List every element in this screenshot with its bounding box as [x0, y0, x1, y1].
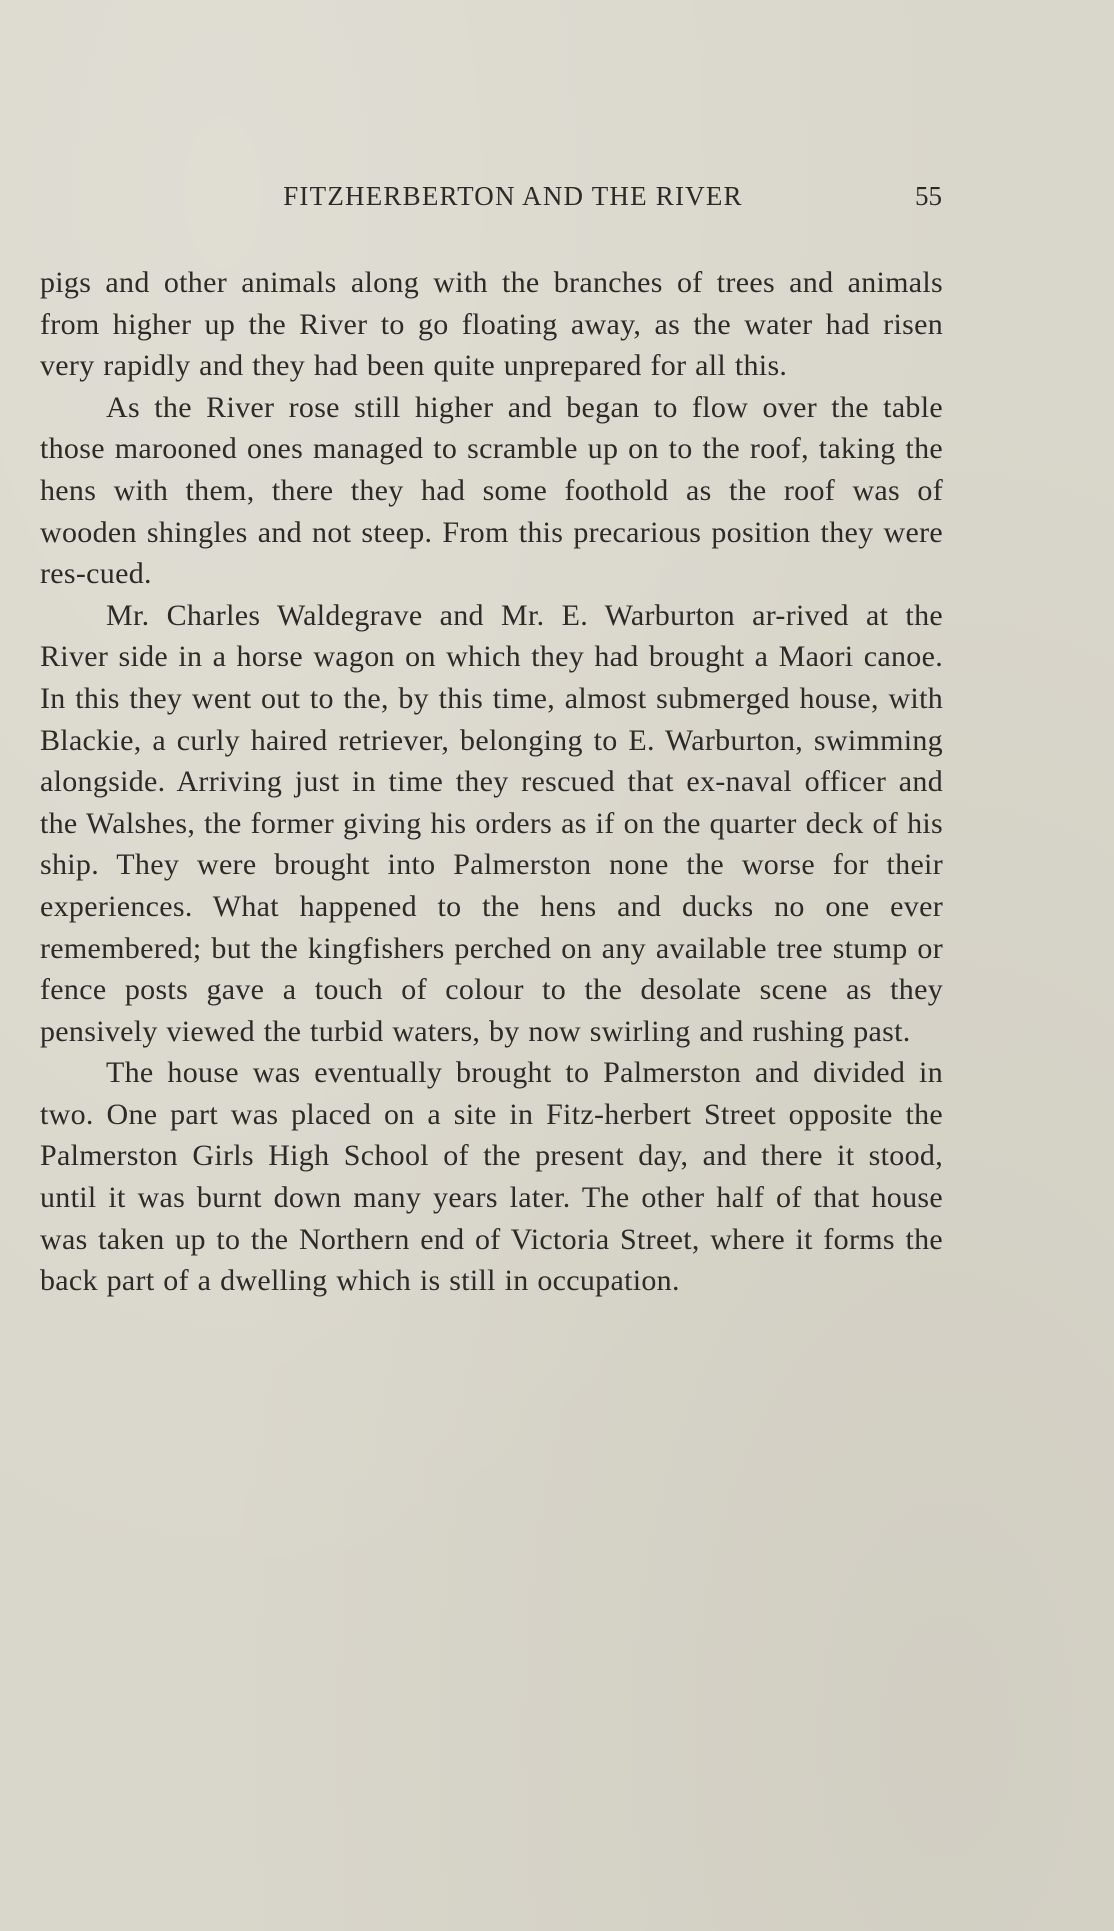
body-text	[40, 262, 943, 1302]
running-title: FITZHERBERTON AND THE RIVER	[283, 181, 743, 211]
paragraph-house-divided: The house was eventually brought to Palmerston and divided in two. One part was placed on a site in Fitz-herbert Street opposite the Palmerston Girls High School of the present day, and there it stood, until it was burnt down many years later. The other half of that house was taken up to the Northern end of Victoria Street, where it forms the back part of a dwelling which is still in occupation.	[40, 1056, 943, 1298]
page-number: 55	[915, 181, 942, 211]
paragraph-rescue: Mr. Charles Waldegrave and Mr. E. Warburton ar-rived at the River side in a horse wagon on which they had brought a Maori canoe. In this they went out to the, by this time, almost submerged house, with Blackie, a curly haired retriever, belonging to E. Warburton, swimming alongside. Arriving just in time they rescued that ex-naval officer and the Walshes, the former giving his orders as if on the quarter deck of his ship. They were brought into Palmerston none the worse for their experiences. What happened to the hens and ducks no one ever remembered; but the kingfishers perched on any available tree stump or fence posts gave a touch of colour to the desolate scene as they pensively viewed the turbid waters, by now swirling and rushing past.	[40, 598, 943, 1048]
paragraph-river-rose: As the River rose still higher and began to flow over the table those marooned ones managed to scramble up on to the roof, taking the hens with them, there they had some foothold as the roof was of wooden shingles and not steep. From this precarious position they were res-cued.	[40, 390, 943, 591]
paragraph-continued: pigs and other animals along with the branches of trees and animals from higher up the River to go floating away, as the water had risen very rapidly and they had been quite unprepared for all this.	[40, 266, 943, 383]
running-head	[44, 176, 942, 216]
